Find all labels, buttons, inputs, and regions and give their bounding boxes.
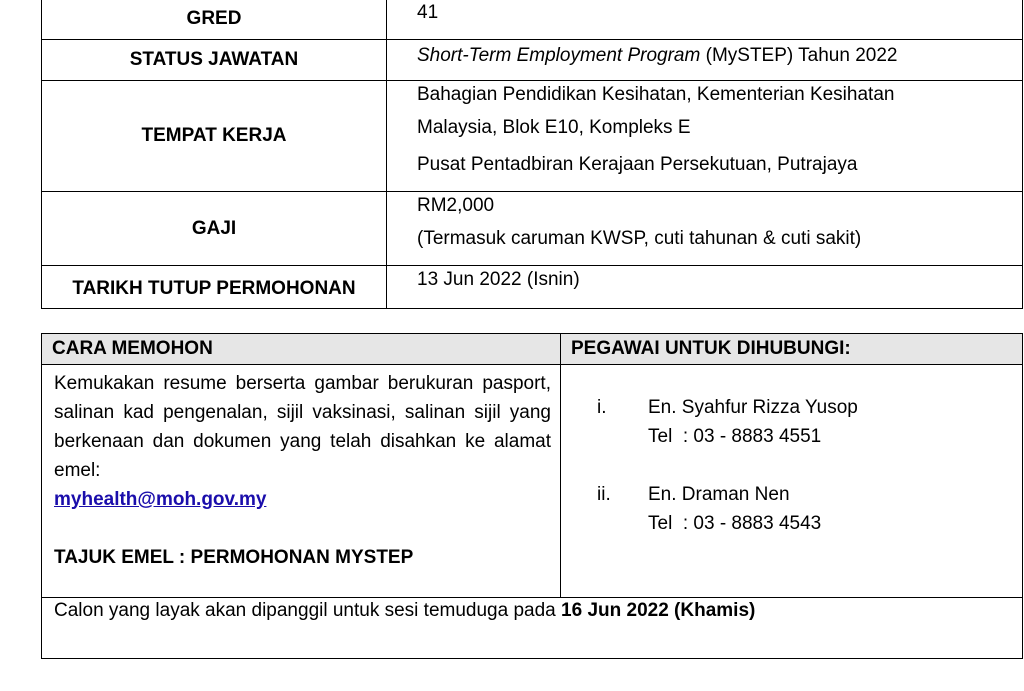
status-value-italic: Short-Term Employment Program (417, 45, 701, 66)
tempat-line: Malaysia, Blok E10, Kompleks E (417, 117, 691, 138)
tarikh-value: 13 Jun 2022 (Isnin) (417, 269, 580, 290)
gred-label: GRED (42, 0, 387, 40)
tempat-label: TEMPAT KERJA (42, 81, 387, 192)
contact-name: En. Draman Nen (648, 484, 790, 505)
row-tarikh (42, 266, 1023, 309)
gred-value: 41 (417, 2, 439, 23)
gaji-value-cell (387, 192, 1023, 266)
contact-tel: Tel : 03 - 8883 4543 (648, 513, 822, 534)
row-status (42, 40, 1023, 81)
application-footer-row (42, 598, 1023, 659)
row-tempat (42, 81, 1023, 192)
gaji-label: GAJI (42, 192, 387, 266)
gred-value-cell (387, 0, 1023, 40)
tarikh-value-cell (387, 266, 1023, 309)
application-table (41, 333, 1023, 659)
pegawai-header: PEGAWAI UNTUK DIHUBUNGI: (561, 334, 1023, 365)
gaji-line: RM2,000 (417, 195, 495, 216)
email-link[interactable]: myhealth@moh.gov.my (54, 489, 267, 510)
tempat-line: Pusat Pentadbiran Kerajaan Persekutuan, Putrajaya (417, 154, 858, 175)
row-gaji (42, 192, 1023, 266)
tempat-value-cell (387, 81, 1023, 192)
contact-name: En. Syahfur Rizza Yusop (648, 397, 858, 418)
cara-memohon-header: CARA MEMOHON (42, 334, 561, 365)
application-body-row (42, 365, 1023, 598)
interview-date: 16 Jun 2022 (Khamis) (561, 600, 756, 621)
interview-note (42, 598, 1023, 659)
contact-item (561, 393, 1022, 451)
contact-item (561, 480, 1022, 538)
status-label: STATUS JAWATAN (42, 40, 387, 81)
job-details-table (41, 0, 1023, 309)
tarikh-label: TARIKH TUTUP PERMOHONAN (42, 266, 387, 309)
contact-number: ii. (597, 484, 611, 505)
status-value-cell (387, 40, 1023, 81)
contacts-cell (561, 365, 1023, 598)
interview-note-text: Calon yang layak akan dipanggil untuk sesi temuduga pada (54, 600, 562, 621)
contact-number: i. (597, 397, 607, 418)
contact-tel: Tel : 03 - 8883 4551 (648, 426, 822, 447)
application-header-row (42, 334, 1023, 365)
gaji-line: (Termasuk caruman KWSP, cuti tahunan & cuti sakit) (417, 228, 862, 249)
status-value-rest: (MySTEP) Tahun 2022 (700, 45, 898, 66)
email-subject: TAJUK EMEL : PERMOHONAN MYSTEP (54, 547, 414, 568)
instructions-cell (42, 365, 561, 598)
tempat-line: Bahagian Pendidikan Kesihatan, Kementerian Kesihatan (417, 84, 895, 105)
row-gred (42, 0, 1023, 40)
status-value (417, 42, 1022, 70)
instructions-text: Kemukakan resume berserta gambar berukuran pasport, salinan kad pengenalan, sijil vaksinasi, salinan sijil yang berkenaan dan dokumen yang telah disahkan ke alamat emel: (54, 373, 551, 481)
